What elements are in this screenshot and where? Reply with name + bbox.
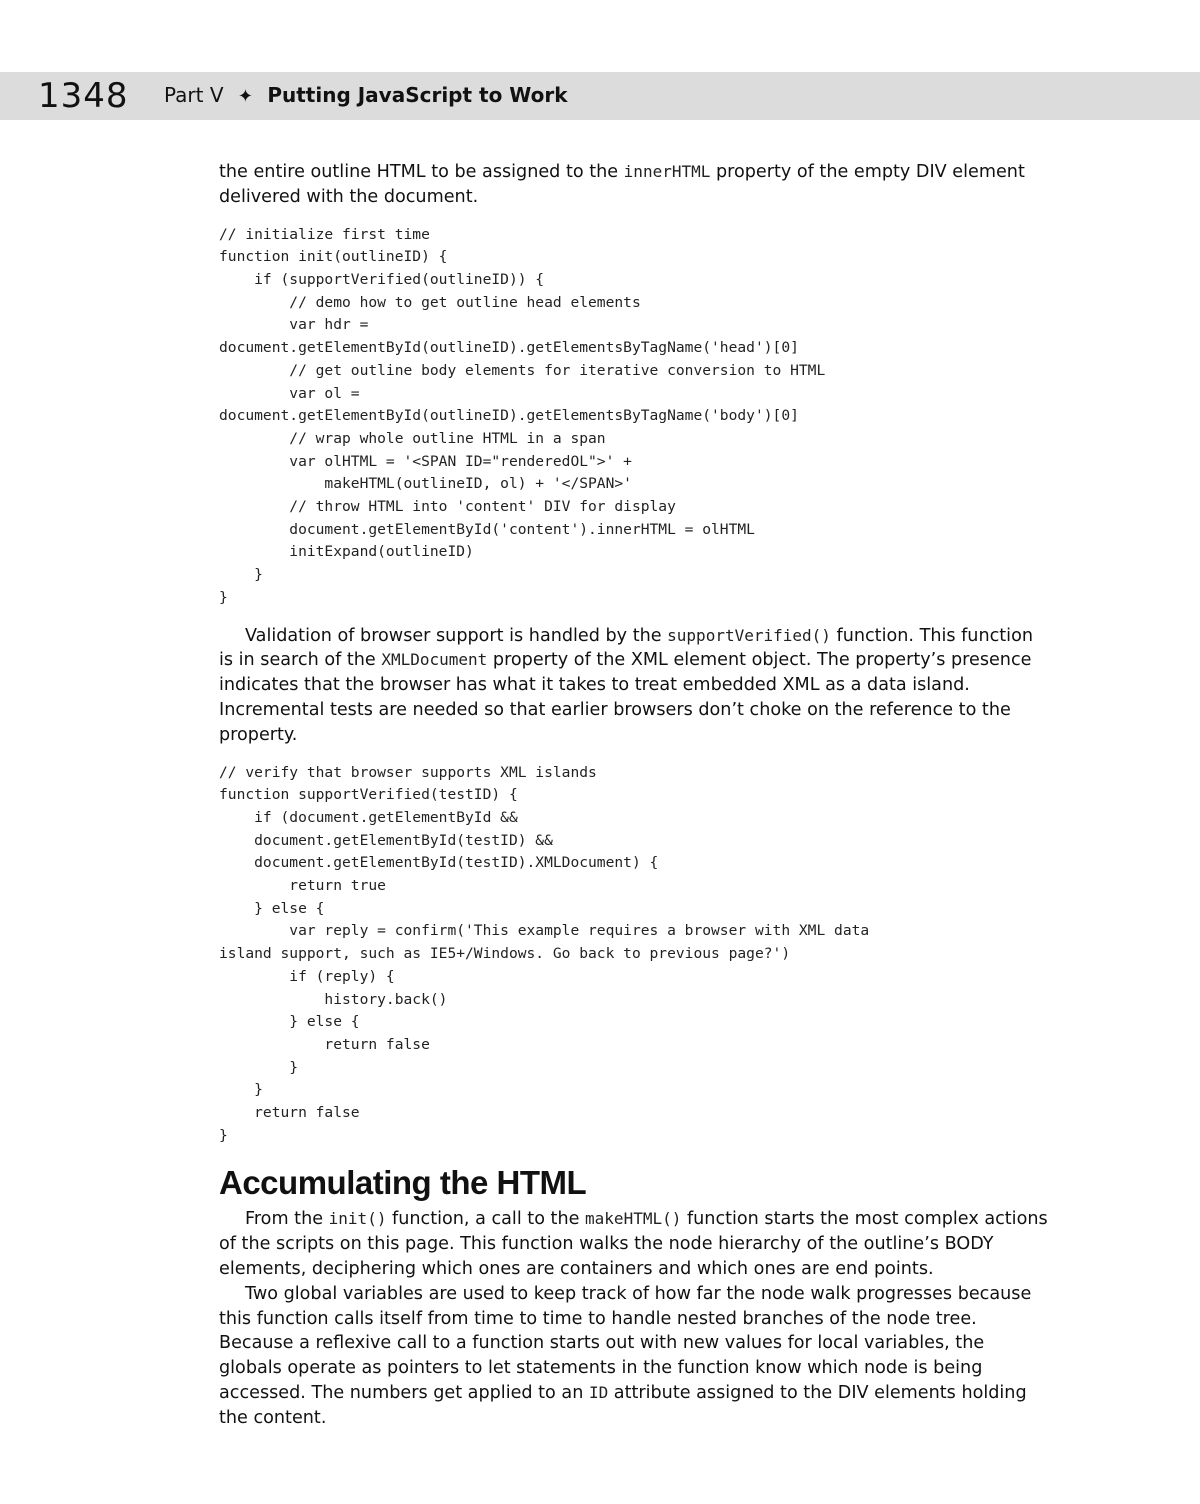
inline-code: makeHTML() (585, 1209, 682, 1229)
inline-code: ID (588, 1383, 609, 1403)
makehtml-text-3: function starts the most complex actions of the scripts on this page. This function walks the node hierarchy of the outline’s BODY elements, deciphering which ones are containers and which ones are end points. (219, 1209, 1048, 1280)
makehtml-text-2: function, a call to the (386, 1209, 586, 1230)
validation-text-1: Validation of browser support is handled by the (245, 625, 668, 646)
inline-code: innerHTML (623, 162, 711, 181)
intro-text-2: property of the empty DIV element delivered with the document. (219, 162, 1025, 207)
validation-text-3: property of the XML element object. The property’s presence indicates that the browser has what it takes to treat embedded XML as a data island. Incremental tests are needed so that earlier browsers don’t choke on the reference to the property. (219, 650, 1032, 745)
inline-code: init() (328, 1209, 387, 1229)
page-number: 1348 (38, 76, 129, 116)
globals-text-2: attribute assigned to the DIV elements holding the content. (219, 1383, 1027, 1428)
code-listing-init: // initialize first time function init(outlineID) { if (supportVerified(outlineID)) { // demo how to get outline head elements var hdr = document.getElementById(outlineID).getElementsByTagName('head')[0] // get outline body elements for iterative conversion to HTML var ol = document.getElementById(outlineID).getElementsByTagName('body')[0] // wrap whole outline HTML in a span var olHTML = '<SPAN ID="renderedOL">' + makeHTML(outlineID, ol) + '</SPAN>' // throw HTML into 'content' DIV for display document.getElementById('content').innerHTML = olHTML initExpand(outlineID) } } (219, 225, 826, 606)
validation-paragraph (219, 624, 1049, 748)
makehtml-paragraph (219, 1207, 1049, 1281)
part-title: Putting JavaScript to Work (267, 83, 568, 107)
diamond-separator-icon: ✦ (237, 86, 253, 107)
makehtml-text-1: From the (245, 1209, 329, 1230)
code-listing-supportverified: // verify that browser supports XML islands function supportVerified(testID) { if (document.getElementById && document.getElementById(testID) && document.getElementById(testID).XMLDocument) { return true } else { var reply = confirm('This example requires a browser with XML data island support, such as IE5+/Windows. Go back to previous page?') if (reply) { history.back() } else { return false } } return false } (219, 763, 870, 1144)
globals-paragraph (219, 1282, 1049, 1431)
validation-text-2: function. This function is in search of the (219, 625, 1033, 671)
intro-paragraph (219, 160, 1049, 210)
inline-code: XMLDocument (381, 650, 488, 670)
part-label: Part V (164, 83, 224, 107)
page-body (219, 160, 1049, 1431)
globals-text-1: Two global variables are used to keep track of how far the node walk progresses because this function calls itself from time to time to handle nested branches of the node tree. Because a reflexive call to a function starts out with new values for local variables, the globals operate as pointers to let statements in the function know which node is being accessed. The numbers get applied to an (219, 1283, 1032, 1404)
intro-text-1: the entire outline HTML to be assigned to the (219, 162, 624, 182)
running-head (164, 72, 568, 120)
inline-code: supportVerified() (667, 625, 831, 645)
running-header (0, 72, 1200, 120)
section-heading: Accumulating the HTML (219, 1164, 587, 1202)
